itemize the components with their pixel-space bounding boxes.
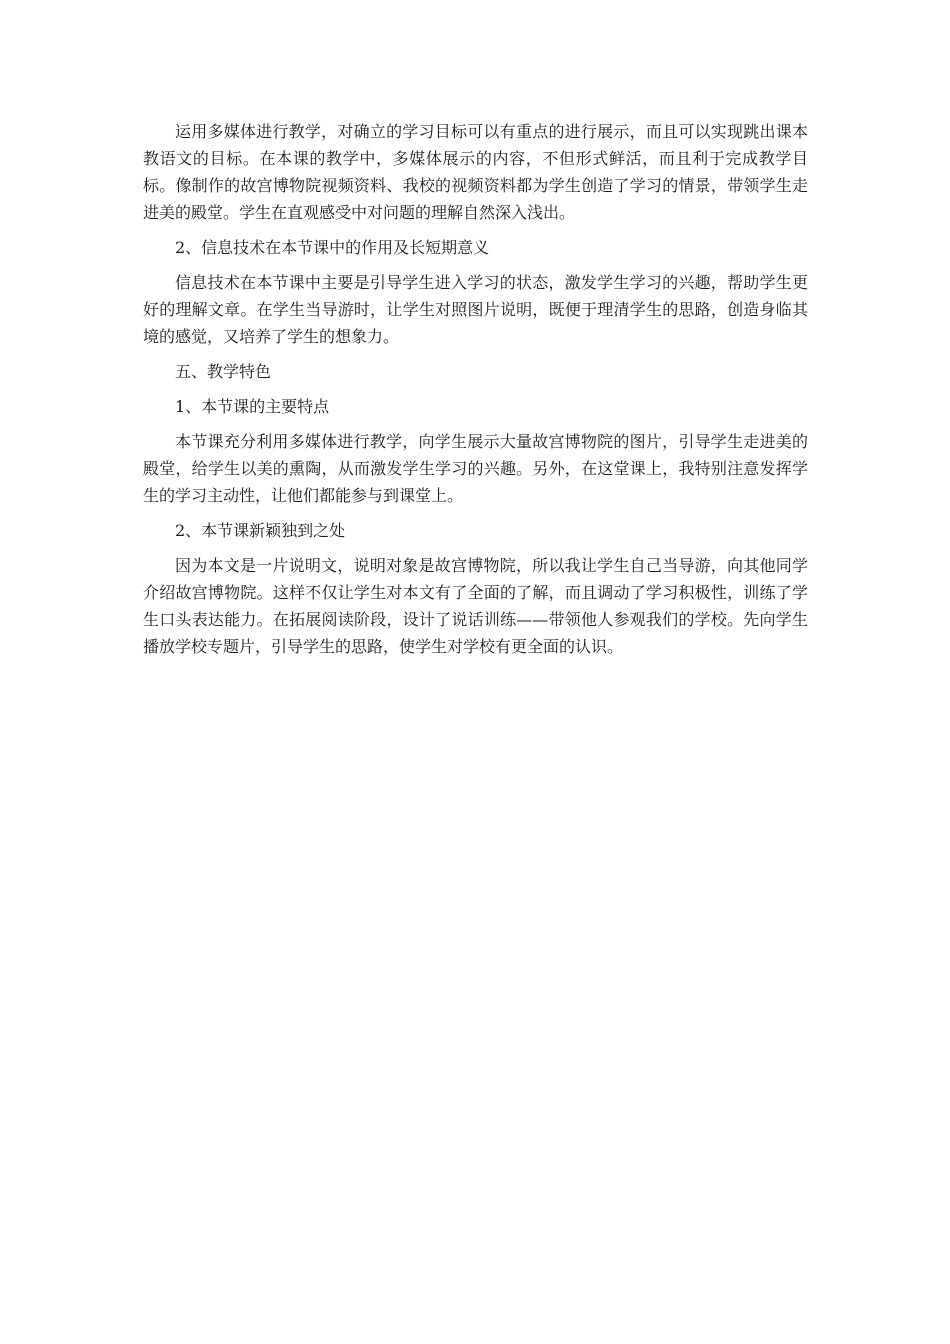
heading-teaching-features: 五、教学特色 [175,362,272,381]
paragraph-novel-aspects: 因为本文是一片说明文，说明对象是故宫博物院，所以我让学生自己当导游，向其他同学介绍故宫博物院。这样不仅让学生对本文有了全面的了解，而且调动了学习积极性，训练了学生口头表达能力。在拓展阅读阶段，设计了说话训练——带领他人参观我们的学校。先向学生播放学校专题片，引导学生的思路，使学生对学校有更全面的认识。 [143,556,808,656]
paragraph-it-role: 信息技术在本节课中主要是引导学生进入学习的状态，激发学生学习的兴趣，帮助学生更好的理解文章。在学生当导游时，让学生对照图片说明，既便于理清学生的思路，创造身临其境的感觉，又培养了学生的想象力。 [143,273,808,346]
heading-novel-aspects: 2、本节课新颖独到之处 [175,521,346,540]
paragraph-multimedia-teaching: 运用多媒体进行教学，对确立的学习目标可以有重点的进行展示，而且可以实现跳出课本教语文的目标。在本课的教学中，多媒体展示的内容，不但形式鲜活，而且利于完成教学目标。像制作的故宫博物院视频资料、我校的视频资料都为学生创造了学习的情景，带领学生走进美的殿堂。学生在直观感受中对问题的理解自然深入浅出。 [143,122,808,222]
heading-main-features: 1、本节课的主要特点 [175,397,330,416]
heading-it-role: 2、信息技术在本节课中的作用及长短期意义 [175,238,490,257]
paragraph-main-features: 本节课充分利用多媒体进行教学，向学生展示大量故宫博物院的图片，引导学生走进美的殿堂，给学生以美的熏陶，从而激发学生学习的兴趣。另外，在这堂课上，我特别注意发挥学生的学习主动性，让他们都能参与到课堂上。 [143,432,808,505]
document-page [143,118,808,668]
